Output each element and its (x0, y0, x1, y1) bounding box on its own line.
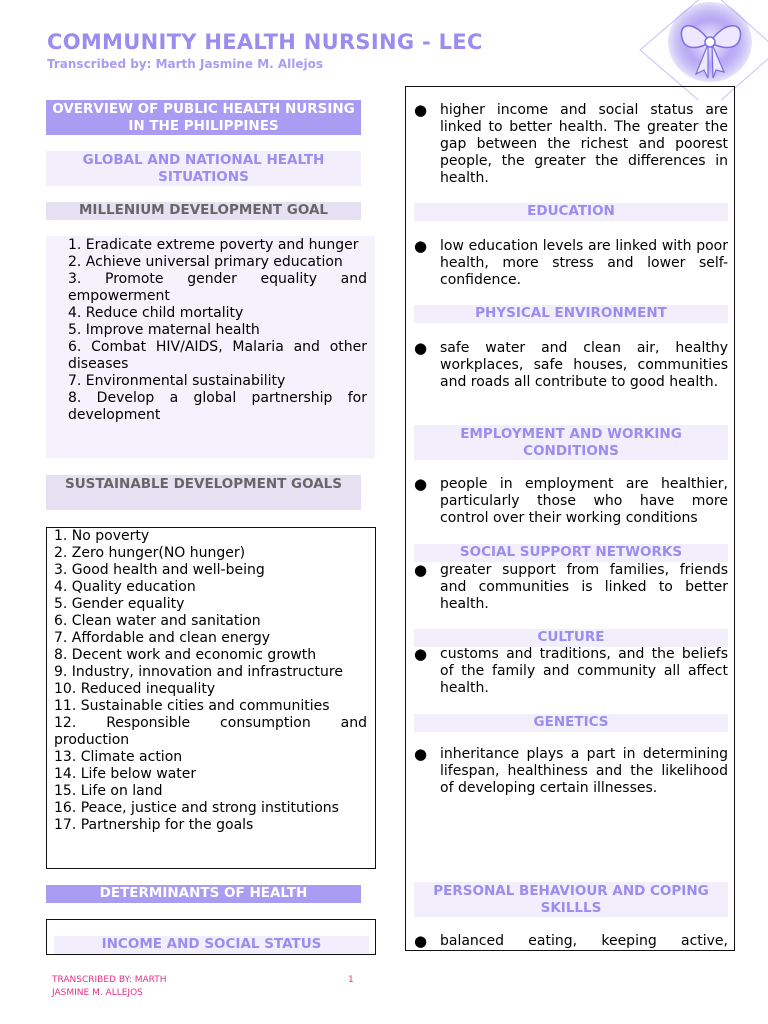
mdg-list (46, 236, 375, 458)
sdg-heading: SUSTAINABLE DEVELOPMENT GOALS (46, 475, 361, 510)
list-item: 6. Combat HIV/AIDS, Malaria and other diseases (68, 339, 367, 372)
employment-heading: EMPLOYMENT AND WORKING CONDITIONS (414, 425, 728, 460)
list-item: 4. Quality education (54, 579, 196, 595)
income-bullet (414, 102, 728, 187)
bullet-icon: ● (414, 237, 428, 255)
list-item: 14. Life below water (54, 766, 197, 782)
list-item: 9. Industry, innovation and infrastructure (54, 664, 343, 680)
list-item: 16. Peace, justice and strong institutions (54, 800, 339, 816)
physical-environment-bullet (414, 340, 728, 391)
list-item: 11. Sustainable cities and communities (54, 698, 330, 714)
list-item: 8. Decent work and economic growth (54, 647, 317, 663)
list-item: 12. Responsible consumption and production (54, 715, 367, 748)
list-item: 8. Develop a global partnership for development (68, 390, 367, 423)
genetics-heading: GENETICS (414, 714, 728, 732)
list-item: 10. Reduced inequality (54, 681, 216, 697)
document-title: COMMUNITY HEALTH NURSING - LEC (47, 30, 483, 54)
personal-behaviour-bullet (414, 933, 728, 950)
bullet-icon: ● (414, 339, 428, 357)
income-box (46, 919, 376, 955)
genetics-bullet (414, 746, 728, 797)
list-item: 2. Zero hunger(NO hunger) (54, 545, 246, 561)
bullet-icon: ● (414, 561, 428, 579)
determinants-heading: DETERMINANTS OF HEALTH (46, 885, 361, 903)
culture-text: customs and traditions, and the beliefs of the family and community all affect health. (440, 646, 728, 696)
education-heading: EDUCATION (414, 203, 728, 221)
sdg-list (46, 527, 376, 869)
list-item: 1. Eradicate extreme poverty and hunger (68, 237, 359, 253)
list-item: 7. Environmental sustainability (68, 373, 286, 389)
bullet-icon: ● (414, 745, 428, 763)
income-text: higher income and social status are linked to better health. The greater the gap between the richest and poorest people, the greater the differences in health. (440, 102, 728, 186)
list-item: 1. No poverty (54, 528, 150, 544)
bullet-icon: ● (414, 475, 428, 493)
document-subtitle: Transcribed by: Marth Jasmine M. Allejos (47, 57, 324, 71)
physical-environment-text: safe water and clean air, healthy workplaces, safe houses, communities and roads all contribute to good health. (440, 340, 728, 390)
bullet-icon: ● (414, 645, 428, 663)
employment-bullet (414, 476, 728, 527)
list-item: 5. Improve maternal health (68, 322, 260, 338)
list-item: 2. Achieve universal primary education (68, 254, 343, 270)
list-item: 13. Climate action (54, 749, 183, 765)
genetics-text: inheritance plays a part in determining lifespan, healthiness and the likelihood of developing certain illnesses. (440, 746, 728, 796)
list-item: 4. Reduce child mortality (68, 305, 244, 321)
personal-behaviour-text: balanced eating, keeping active, (440, 933, 728, 949)
list-item: 17. Partnership for the goals (54, 817, 254, 833)
bullet-icon: ● (414, 932, 428, 950)
list-item: 7. Affordable and clean energy (54, 630, 271, 646)
physical-environment-heading: PHYSICAL ENVIRONMENT (414, 305, 728, 323)
social-support-heading: SOCIAL SUPPORT NETWORKS (414, 544, 728, 562)
income-heading: INCOME AND SOCIAL STATUS (54, 936, 369, 954)
list-item: 15. Life on land (54, 783, 163, 799)
personal-behaviour-heading: PERSONAL BEHAVIOUR AND COPING SKILLLS (414, 882, 728, 917)
bullet-icon: ● (414, 101, 428, 119)
social-support-text: greater support from families, friends and communities is linked to better health. (440, 562, 728, 612)
page-number: 1 (348, 975, 354, 985)
mdg-heading: MILLENIUM DEVELOPMENT GOAL (46, 202, 361, 220)
overview-heading: OVERVIEW OF PUBLIC HEALTH NURSING IN THE PHILIPPINES (46, 100, 361, 135)
purple-bow-icon (610, 0, 768, 100)
global-situations-heading: GLOBAL AND NATIONAL HEALTH SITUATIONS (46, 151, 361, 186)
list-item: 6. Clean water and sanitation (54, 613, 261, 629)
culture-bullet (414, 646, 728, 697)
list-item: 3. Promote gender equality and empowerment (68, 271, 367, 304)
education-bullet (414, 238, 728, 289)
footer-transcriber: TRANSCRIBED BY: MARTH JASMINE M. ALLEJOS (52, 975, 167, 998)
education-text: low education levels are linked with poor health, more stress and lower self-confidence. (440, 238, 728, 288)
culture-heading: CULTURE (414, 629, 728, 647)
employment-text: people in employment are healthier, particularly those who have more control over their working conditions (440, 476, 728, 526)
list-item: 3. Good health and well-being (54, 562, 265, 578)
social-support-bullet (414, 562, 728, 613)
list-item: 5. Gender equality (54, 596, 185, 612)
